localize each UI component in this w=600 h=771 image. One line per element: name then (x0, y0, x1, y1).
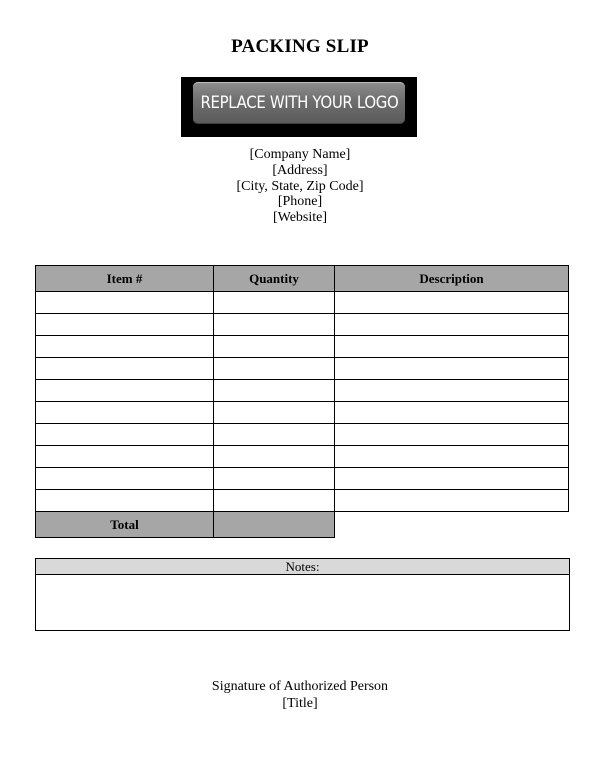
company-website: [Website] (272, 210, 328, 226)
table-row (36, 358, 569, 380)
notes-label: Notes: (36, 559, 569, 575)
quantity-cell[interactable] (214, 292, 335, 314)
description-cell[interactable] (335, 424, 569, 446)
quantity-cell[interactable] (214, 424, 335, 446)
item-number-cell[interactable] (36, 380, 214, 402)
table-row (36, 380, 569, 402)
total-label: Total (36, 512, 214, 538)
company-info (0, 147, 600, 226)
logo-text: REPLACE WITH YOUR LOGO (200, 93, 398, 113)
company-phone: [Phone] (277, 194, 323, 210)
logo-placeholder (181, 77, 417, 137)
company-address: [Address] (272, 162, 328, 178)
table-row (36, 490, 569, 512)
quantity-cell[interactable] (214, 490, 335, 512)
total-quantity-cell[interactable] (214, 512, 335, 538)
description-cell[interactable] (335, 336, 569, 358)
company-name: [Company Name] (249, 147, 351, 162)
item-number-cell[interactable] (36, 424, 214, 446)
description-cell[interactable] (335, 490, 569, 512)
page-title: PACKING SLIP (231, 36, 369, 57)
quantity-cell[interactable] (214, 446, 335, 468)
item-number-cell[interactable] (36, 358, 214, 380)
column-header-item-number: Item # (36, 266, 214, 292)
description-cell[interactable] (335, 380, 569, 402)
description-cell[interactable] (335, 314, 569, 336)
table-row (36, 292, 569, 314)
table-header-row (36, 266, 569, 292)
description-cell[interactable] (335, 292, 569, 314)
item-number-cell[interactable] (36, 402, 214, 424)
item-number-cell[interactable] (36, 446, 214, 468)
item-number-cell[interactable] (36, 292, 214, 314)
item-number-cell[interactable] (36, 490, 214, 512)
description-cell[interactable] (335, 468, 569, 490)
table-row (36, 424, 569, 446)
column-header-quantity: Quantity (214, 266, 335, 292)
table-row (36, 402, 569, 424)
column-header-description: Description (335, 266, 569, 292)
table-row (36, 336, 569, 358)
total-row (36, 512, 569, 538)
signature-title: [Title] (282, 696, 318, 711)
signature-block (0, 678, 600, 712)
logo-button-shape (193, 82, 405, 124)
item-number-cell[interactable] (36, 314, 214, 336)
notes-area[interactable] (36, 575, 569, 630)
description-cell[interactable] (335, 402, 569, 424)
items-table (35, 265, 569, 538)
quantity-cell[interactable] (214, 314, 335, 336)
company-city-state-zip: [City, State, Zip Code] (236, 178, 364, 194)
description-cell[interactable] (335, 358, 569, 380)
quantity-cell[interactable] (214, 358, 335, 380)
signature-label: Signature of Authorized Person (211, 679, 389, 694)
item-number-cell[interactable] (36, 336, 214, 358)
notes-box (35, 558, 570, 631)
quantity-cell[interactable] (214, 468, 335, 490)
quantity-cell[interactable] (214, 402, 335, 424)
table-row (36, 314, 569, 336)
table-row (36, 468, 569, 490)
empty-cell (335, 512, 569, 538)
quantity-cell[interactable] (214, 336, 335, 358)
description-cell[interactable] (335, 446, 569, 468)
item-number-cell[interactable] (36, 468, 214, 490)
quantity-cell[interactable] (214, 380, 335, 402)
table-row (36, 446, 569, 468)
